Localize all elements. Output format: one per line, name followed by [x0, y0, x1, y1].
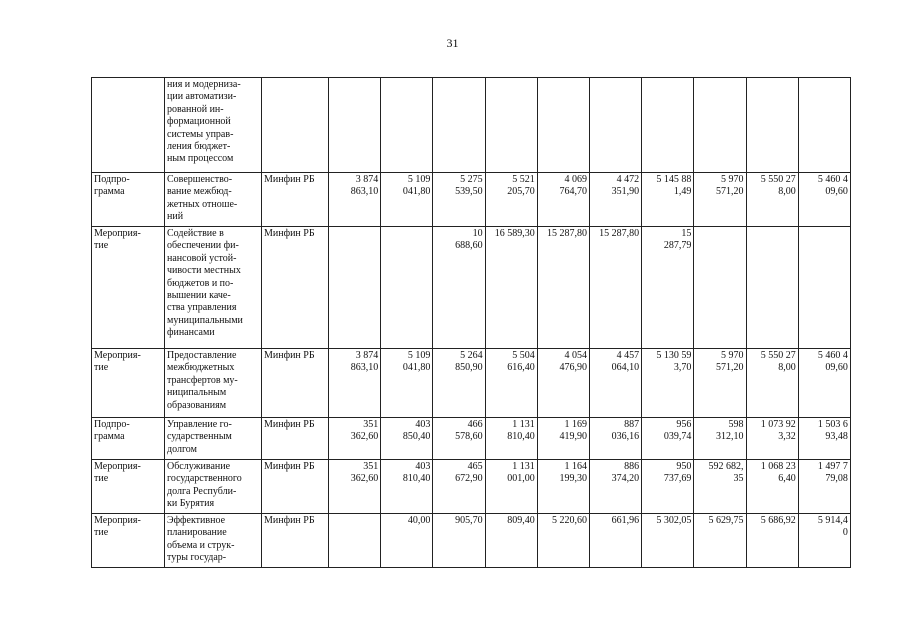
value-line: 5 275 [460, 174, 483, 185]
value-cell [433, 349, 485, 418]
row-name-line: формационной [167, 116, 231, 128]
value-line: 5 504 [512, 350, 535, 361]
value-line: 810,40 [507, 431, 535, 443]
row-executor-cell: Минфин РБ [262, 227, 329, 349]
value-line: 419,90 [559, 431, 587, 443]
row-type-line: тие [94, 473, 109, 485]
value-line: 039,74 [663, 431, 692, 443]
value-line: 35 [733, 473, 744, 485]
value-line: 5 550 27 [760, 350, 796, 361]
value-line: 199,30 [559, 473, 587, 485]
row-type-cell [92, 418, 165, 460]
value-cell [537, 460, 589, 514]
row-executor-cell: Минфин РБ [262, 418, 329, 460]
value-line: 09,60 [825, 362, 848, 374]
value-line: 15 [681, 228, 692, 239]
row-name-line: объема и струк- [167, 539, 235, 551]
row-executor-cell: Минфин РБ [262, 514, 329, 568]
value-cell [537, 227, 589, 349]
value-cell [485, 514, 537, 568]
value-cell [381, 460, 433, 514]
value-line: 1,49 [673, 186, 692, 198]
row-type-line: Мероприя- [94, 228, 141, 239]
value-line: 1 503 6 [817, 419, 848, 430]
row-type-line: Мероприя- [94, 350, 141, 361]
value-line: 5 109 [407, 350, 431, 361]
value-line: 3 874 [355, 350, 379, 361]
row-name-line: ки Бурятия [167, 498, 215, 510]
row-name-line: рованной ин- [167, 103, 224, 115]
row-name-line: нансовой устой- [167, 252, 237, 264]
value-cell [485, 78, 537, 173]
value-cell [798, 78, 850, 173]
value-cell [485, 460, 537, 514]
value-cell [433, 460, 485, 514]
value-line: 863,10 [350, 362, 379, 374]
row-name-line: Управление го- [167, 419, 232, 430]
value-cell [433, 78, 485, 173]
value-line: 8,00 [778, 362, 796, 374]
row-type-cell [92, 227, 165, 349]
value-cell [433, 418, 485, 460]
value-line: 93,48 [825, 431, 848, 443]
value-cell [381, 227, 433, 349]
value-line: 598 [728, 419, 744, 430]
row-name-line: Эффективное [167, 515, 226, 526]
row-type-cell [92, 514, 165, 568]
value-cell [642, 514, 694, 568]
value-line: 688,60 [455, 240, 483, 252]
row-type-line: тие [94, 240, 109, 252]
value-cell [694, 227, 746, 349]
value-line: 5 109 [407, 174, 431, 185]
value-cell [381, 418, 433, 460]
value-line: 3,32 [778, 431, 796, 443]
value-line: 850,40 [402, 431, 431, 443]
value-cell [694, 418, 746, 460]
value-line: 10 [472, 228, 483, 239]
value-line: 064,10 [611, 362, 640, 374]
value-cell [485, 349, 537, 418]
value-line: 887 [624, 419, 640, 430]
value-cell [537, 418, 589, 460]
value-line: 40,00 [407, 515, 431, 526]
table-row [92, 514, 851, 568]
value-line: 4 472 [616, 174, 640, 185]
value-line: 362,60 [350, 431, 379, 443]
row-name-cell [165, 349, 262, 418]
value-cell [537, 349, 589, 418]
value-line: 312,10 [716, 431, 744, 443]
value-line: 374,20 [611, 473, 640, 485]
table-row [92, 78, 851, 173]
value-cell [537, 173, 589, 227]
row-name-line: Содействие в [167, 228, 224, 239]
row-name-line: системы управ- [167, 128, 234, 140]
row-name-line: чивости местных [167, 265, 241, 277]
value-line: 6,40 [778, 473, 796, 485]
value-line: 001,00 [507, 473, 535, 485]
row-name-line: ным процессом [167, 153, 234, 165]
row-name-line: ний [167, 211, 184, 223]
row-name-cell [165, 227, 262, 349]
value-cell [694, 349, 746, 418]
row-name-line: государственного [167, 473, 242, 485]
row-name-line: Совершенство- [167, 174, 233, 185]
row-name-cell [165, 460, 262, 514]
value-line: 3 874 [355, 174, 379, 185]
value-cell [746, 514, 798, 568]
value-line: 1 131 [512, 419, 535, 430]
value-cell [694, 460, 746, 514]
value-line: 539,50 [455, 186, 483, 198]
row-name-line: обеспечении фи- [167, 240, 239, 252]
value-cell [798, 418, 850, 460]
value-line: 041,80 [402, 186, 431, 198]
value-line: 5 521 [512, 174, 535, 185]
value-line: 764,70 [559, 186, 587, 198]
value-cell [329, 173, 381, 227]
row-name-line: планирование [167, 527, 227, 539]
row-name-line: муниципальными [167, 314, 243, 326]
value-line: 351 [363, 461, 379, 472]
value-line: 79,08 [825, 473, 848, 485]
value-cell [746, 227, 798, 349]
value-cell [642, 173, 694, 227]
row-executor-cell: Минфин РБ [262, 349, 329, 418]
value-line: 15 287,80 [599, 228, 640, 239]
value-cell [694, 173, 746, 227]
value-line: 592 682, [708, 461, 744, 472]
row-executor-cell [262, 78, 329, 173]
value-line: 5 130 59 [656, 350, 692, 361]
value-line: 1 068 23 [760, 461, 796, 472]
value-line: 886 [624, 461, 640, 472]
row-name-line: сударственным [167, 431, 232, 443]
value-cell [589, 173, 641, 227]
value-cell [589, 349, 641, 418]
value-line: 0 [842, 527, 848, 539]
row-name-line: долгом [167, 443, 197, 455]
value-cell [329, 460, 381, 514]
value-line: 5 629,75 [708, 515, 744, 526]
value-cell [642, 349, 694, 418]
value-line: 351 [363, 419, 379, 430]
value-line: 1 164 [564, 461, 587, 472]
value-line: 4 069 [564, 174, 587, 185]
value-cell [537, 78, 589, 173]
row-name-line: ления бюджет- [167, 141, 231, 153]
row-type-cell [92, 349, 165, 418]
value-cell [381, 78, 433, 173]
value-cell [485, 173, 537, 227]
table-body [92, 78, 851, 568]
table-row [92, 418, 851, 460]
table-row [92, 349, 851, 418]
value-line: 863,10 [350, 186, 379, 198]
value-cell [694, 78, 746, 173]
table-row [92, 227, 851, 349]
row-name-cell [165, 173, 262, 227]
value-line: 5 460 4 [817, 174, 848, 185]
value-line: 465 [467, 461, 483, 472]
value-line: 5 914,4 [817, 515, 848, 526]
row-type-cell [92, 460, 165, 514]
value-line: 672,90 [455, 473, 483, 485]
row-type-cell [92, 78, 165, 173]
value-line: 737,69 [663, 473, 692, 485]
value-cell [485, 418, 537, 460]
value-line: 466 [467, 419, 483, 430]
value-line: 036,16 [611, 431, 640, 443]
value-line: 571,20 [716, 186, 744, 198]
value-cell [746, 418, 798, 460]
value-line: 362,60 [350, 473, 379, 485]
row-name-line: межбюджетных [167, 362, 235, 374]
value-line: 1 073 92 [760, 419, 796, 430]
value-line: 4 457 [616, 350, 640, 361]
value-line: 5 220,60 [551, 515, 587, 526]
row-name-line: Предоставление [167, 350, 237, 361]
value-cell [485, 227, 537, 349]
value-line: 5 460 4 [817, 350, 848, 361]
value-cell [642, 418, 694, 460]
row-name-line: ства управления [167, 302, 237, 314]
value-cell [798, 514, 850, 568]
row-type-line: грамма [94, 431, 125, 443]
value-cell [381, 173, 433, 227]
row-type-line: тие [94, 362, 109, 374]
row-type-cell [92, 173, 165, 227]
value-line: 041,80 [402, 362, 431, 374]
value-cell [798, 349, 850, 418]
table-row [92, 173, 851, 227]
value-line: 351,90 [611, 186, 640, 198]
row-name-line: ции автоматизи- [167, 91, 237, 103]
value-line: 09,60 [825, 186, 848, 198]
row-type-line: тие [94, 527, 109, 539]
row-executor-cell: Минфин РБ [262, 460, 329, 514]
value-line: 905,70 [455, 515, 483, 526]
value-cell [798, 227, 850, 349]
row-name-line: бюджетов и по- [167, 277, 234, 289]
value-line: 578,60 [455, 431, 483, 443]
value-line: 4 054 [564, 350, 587, 361]
row-name-cell [165, 78, 262, 173]
value-cell [642, 227, 694, 349]
value-cell [798, 173, 850, 227]
row-type-line: грамма [94, 186, 125, 198]
value-line: 205,70 [507, 186, 535, 198]
value-line: 5 550 27 [760, 174, 796, 185]
value-line: 16 589,30 [494, 228, 535, 239]
value-line: 5 264 [460, 350, 483, 361]
row-name-line: финансами [167, 327, 215, 339]
value-cell [433, 173, 485, 227]
budget-table [91, 77, 851, 568]
row-name-line: вание межбюд- [167, 186, 232, 198]
row-name-line: жетных отноше- [167, 198, 238, 210]
value-line: 571,20 [716, 362, 744, 374]
row-executor-cell: Минфин РБ [262, 173, 329, 227]
value-line: 616,40 [507, 362, 535, 374]
value-cell [329, 514, 381, 568]
row-type-line: Подпро- [94, 419, 130, 430]
value-cell [537, 514, 589, 568]
row-name-line: трансфертов му- [167, 374, 238, 386]
value-line: 809,40 [507, 515, 535, 526]
row-type-line: Мероприя- [94, 515, 141, 526]
value-cell [329, 349, 381, 418]
value-line: 1 131 [512, 461, 535, 472]
row-name-line: долга Республи- [167, 485, 237, 497]
value-line: 8,00 [778, 186, 796, 198]
value-line: 950 [676, 461, 692, 472]
table-row [92, 460, 851, 514]
value-line: 5 686,92 [760, 515, 796, 526]
page-number: 31 [446, 36, 459, 50]
value-line: 5 970 [721, 174, 744, 185]
value-cell [329, 418, 381, 460]
value-line: 5 302,05 [656, 515, 692, 526]
value-cell [589, 460, 641, 514]
value-line: 956 [676, 419, 692, 430]
value-cell [433, 227, 485, 349]
value-line: 15 287,80 [546, 228, 587, 239]
value-line: 850,90 [455, 362, 483, 374]
value-cell [746, 78, 798, 173]
value-cell [589, 78, 641, 173]
value-line: 287,79 [663, 240, 692, 252]
value-cell [589, 227, 641, 349]
value-cell [589, 514, 641, 568]
row-name-line: вышении каче- [167, 290, 231, 302]
value-line: 403 [415, 461, 431, 472]
value-cell [746, 460, 798, 514]
value-cell [746, 349, 798, 418]
value-cell [642, 78, 694, 173]
row-name-line: туры государ- [167, 552, 227, 564]
value-cell [329, 227, 381, 349]
row-name-line: ниципальным [167, 387, 227, 399]
value-cell [694, 514, 746, 568]
value-line: 1 169 [564, 419, 587, 430]
row-type-line: Мероприя- [94, 461, 141, 472]
value-line: 810,40 [402, 473, 431, 485]
value-cell [642, 460, 694, 514]
row-name-line: Обслуживание [167, 461, 231, 472]
value-cell [589, 418, 641, 460]
value-cell [381, 514, 433, 568]
value-line: 5 970 [721, 350, 744, 361]
value-cell [381, 349, 433, 418]
row-name-cell [165, 418, 262, 460]
value-line: 661,96 [611, 515, 640, 526]
value-cell [746, 173, 798, 227]
row-name-cell [165, 514, 262, 568]
value-line: 1 497 7 [817, 461, 848, 472]
value-cell [329, 78, 381, 173]
value-line: 403 [415, 419, 431, 430]
value-cell [433, 514, 485, 568]
row-type-line: Подпро- [94, 174, 130, 185]
value-line: 5 145 88 [656, 174, 692, 185]
row-name-line: образованиям [167, 399, 227, 411]
value-line: 3,70 [673, 362, 692, 374]
value-line: 476,90 [559, 362, 587, 374]
value-cell [798, 460, 850, 514]
row-name-line: ния и модерниза- [167, 79, 241, 90]
